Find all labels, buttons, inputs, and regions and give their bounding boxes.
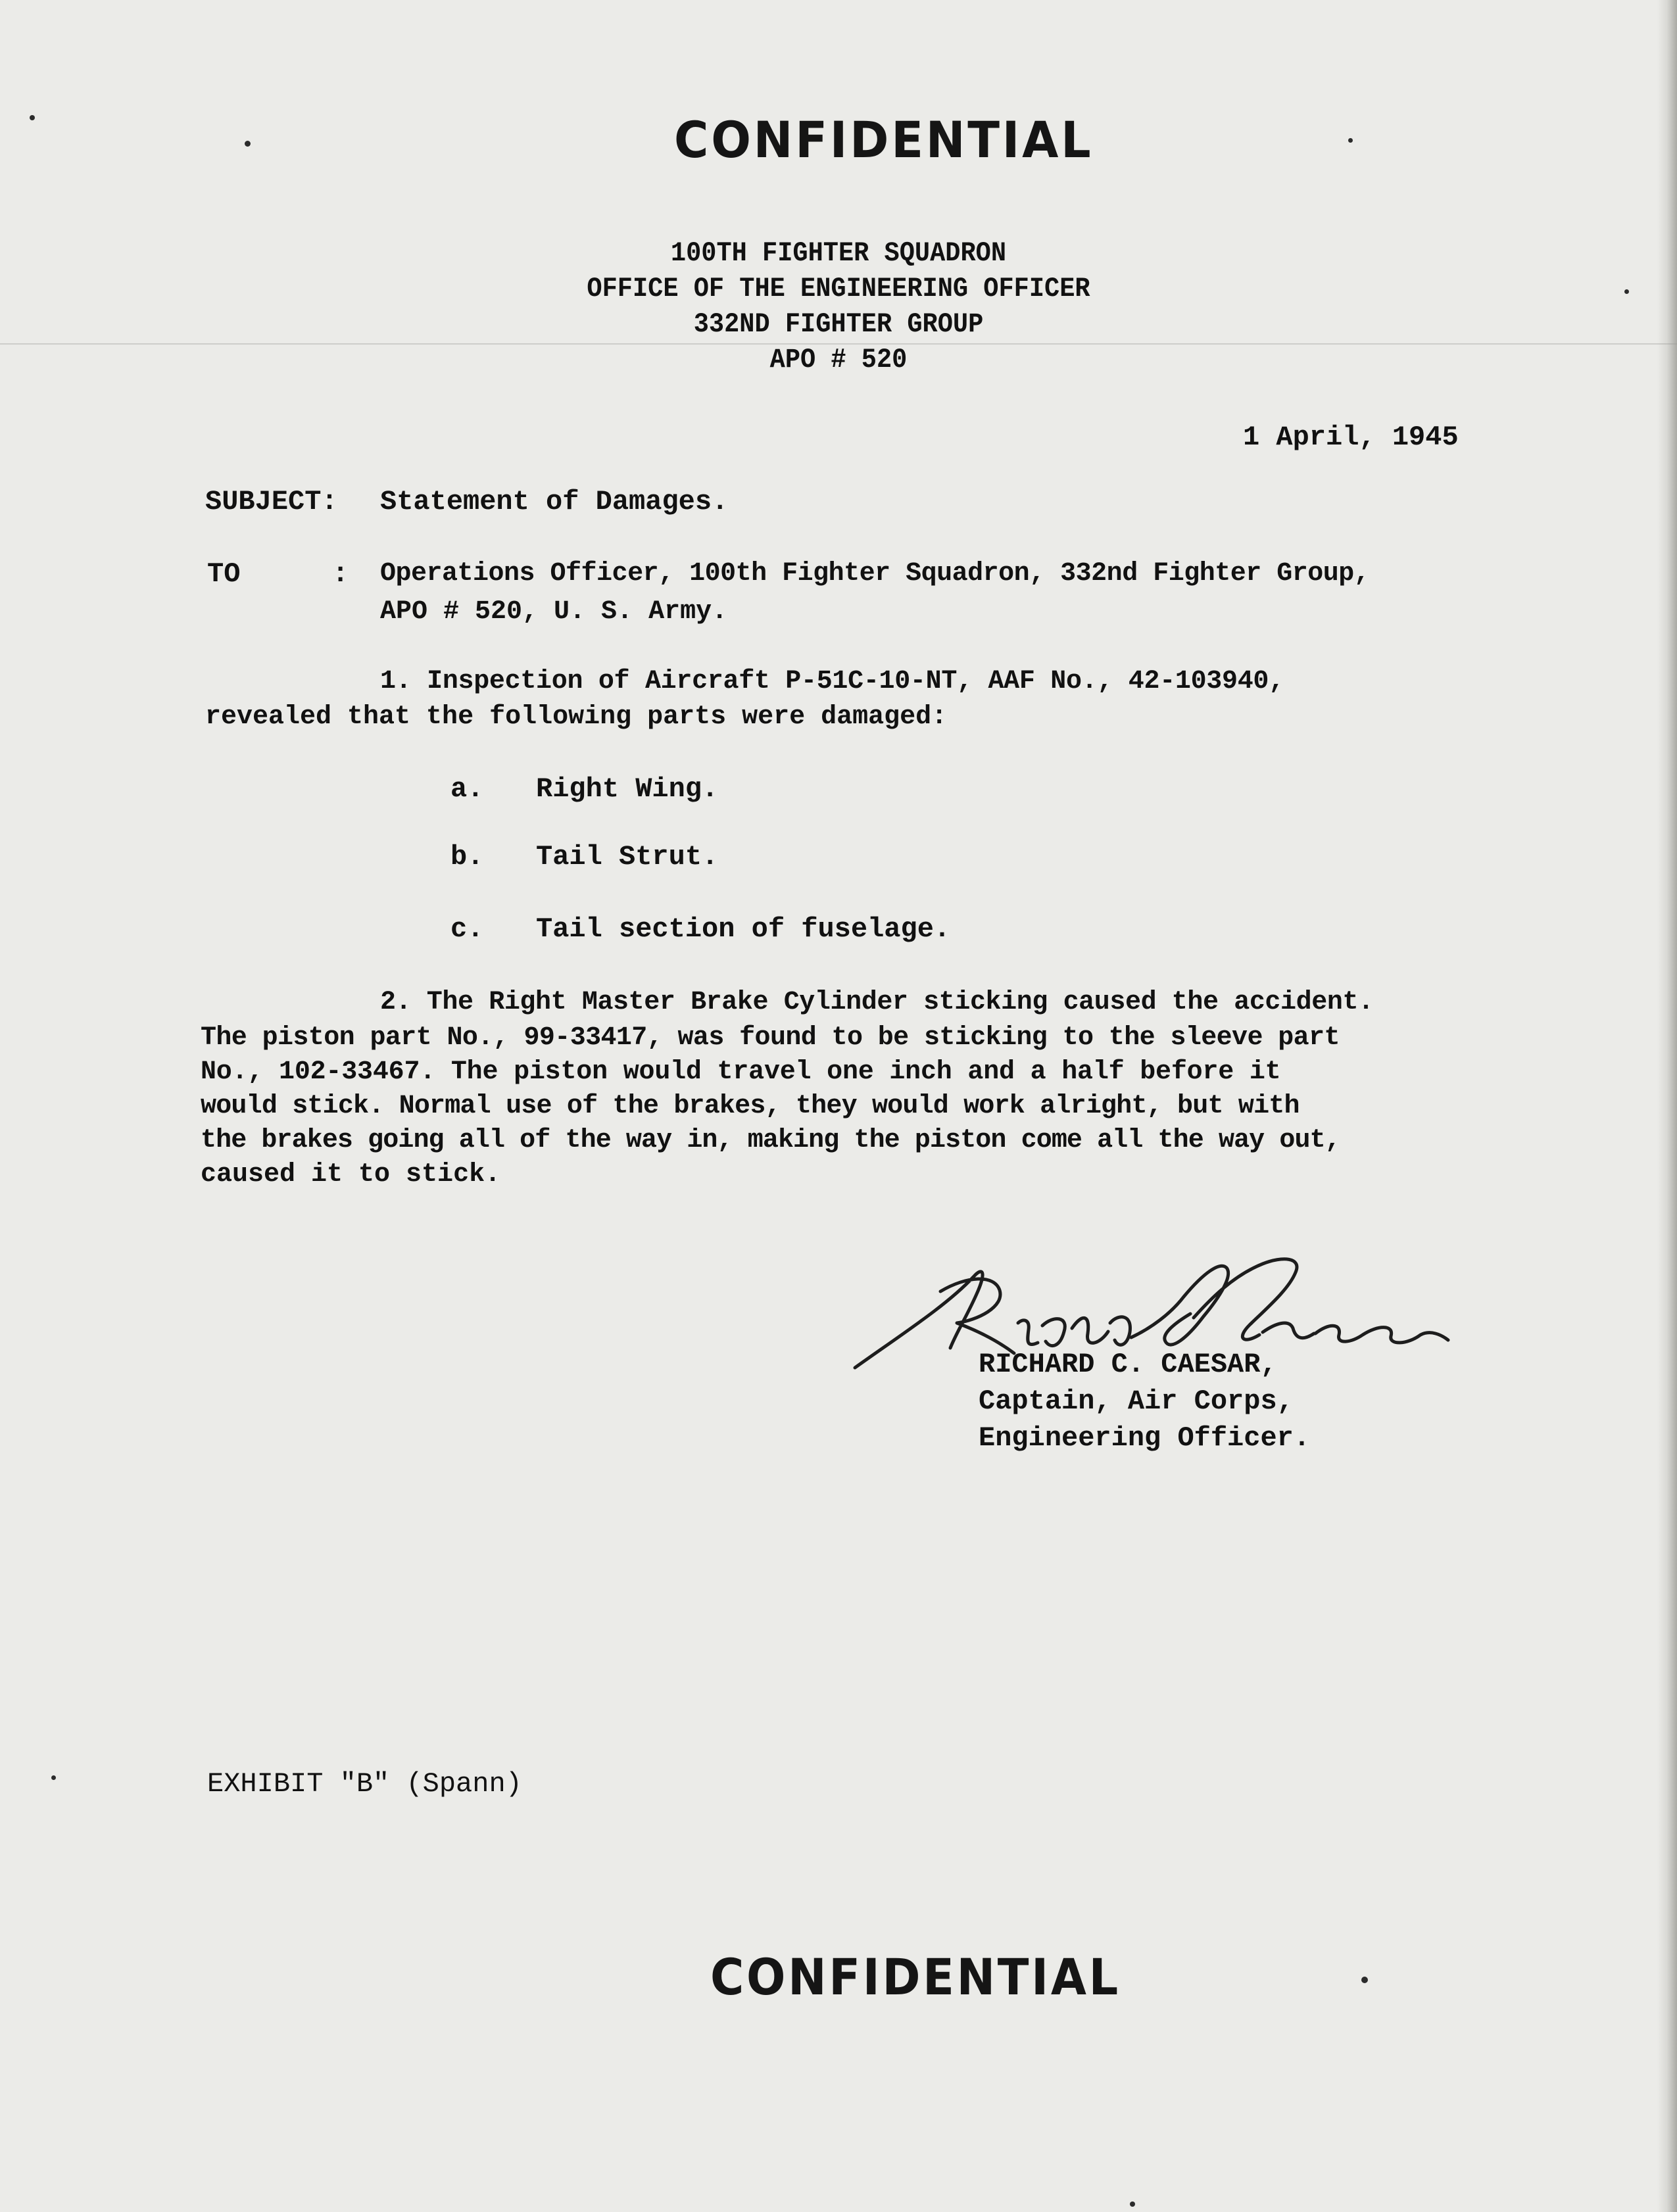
letterhead-apo: APO # 520: [769, 344, 908, 375]
damaged-part-tail-section: Tail section of fuselage.: [536, 913, 951, 945]
exhibit-label: EXHIBIT "B" (Spann): [207, 1768, 522, 1800]
paragraph-2-line-6: caused it to stick.: [201, 1160, 501, 1190]
damaged-part-letter-a: a.: [450, 773, 484, 805]
paragraph-1-line-1: 1. Inspection of Aircraft P-51C-10-NT, AAF No., 42-103940,: [380, 667, 1284, 696]
scan-speck: [51, 1775, 56, 1780]
signer-title: Engineering Officer.: [979, 1422, 1311, 1454]
scan-speck: [1361, 1977, 1368, 1983]
to-line-2: APO # 520, U. S. Army.: [380, 597, 728, 627]
signer-rank: Captain, Air Corps,: [979, 1385, 1294, 1417]
damaged-part-tail-strut: Tail Strut.: [536, 841, 719, 873]
scan-speck: [245, 141, 251, 147]
to-line-1: Operations Officer, 100th Fighter Squadron, 332nd Fighter Group,: [380, 559, 1370, 589]
paragraph-2-line-4: would stick. Normal use of the brakes, they would work alright, but with: [201, 1092, 1300, 1121]
letterhead-office: OFFICE OF THE ENGINEERING OFFICER: [587, 273, 1090, 304]
letterhead-squadron: 100TH FIGHTER SQUADRON: [670, 237, 1007, 269]
scan-speck: [1624, 289, 1629, 294]
confidential-stamp-top: CONFIDENTIAL: [674, 110, 1094, 169]
damaged-part-right-wing: Right Wing.: [536, 773, 719, 805]
subject-label: SUBJECT:: [205, 486, 338, 517]
letter-date: 1 April, 1945: [1243, 421, 1459, 453]
paragraph-2-line-1: 2. The Right Master Brake Cylinder sticking caused the accident.: [380, 988, 1374, 1017]
scan-speck: [1348, 138, 1353, 143]
damaged-part-letter-b: b.: [450, 841, 484, 873]
paragraph-2-line-2: The piston part No., 99-33417, was found to be sticking to the sleeve part: [201, 1023, 1340, 1053]
scan-speck: [30, 115, 35, 120]
subject-text: Statement of Damages.: [380, 486, 729, 517]
signer-name: RICHARD C. CAESAR,: [979, 1349, 1277, 1380]
letterhead-group: 332ND FIGHTER GROUP: [693, 308, 984, 340]
damaged-part-letter-c: c.: [450, 913, 484, 945]
paragraph-2-line-3: No., 102-33467. The piston would travel one inch and a half before it: [201, 1057, 1281, 1087]
to-label: TO: [207, 558, 241, 590]
paragraph-1-line-2: revealed that the following parts were damaged:: [205, 702, 948, 732]
scan-speck: [1130, 2201, 1135, 2207]
page-edge-shadow: [1657, 0, 1677, 2212]
paragraph-2-line-5: the brakes going all of the way in, making the piston come all the way out,: [201, 1126, 1340, 1155]
confidential-stamp-bottom: CONFIDENTIAL: [710, 1948, 1121, 2006]
to-colon: :: [332, 558, 349, 590]
